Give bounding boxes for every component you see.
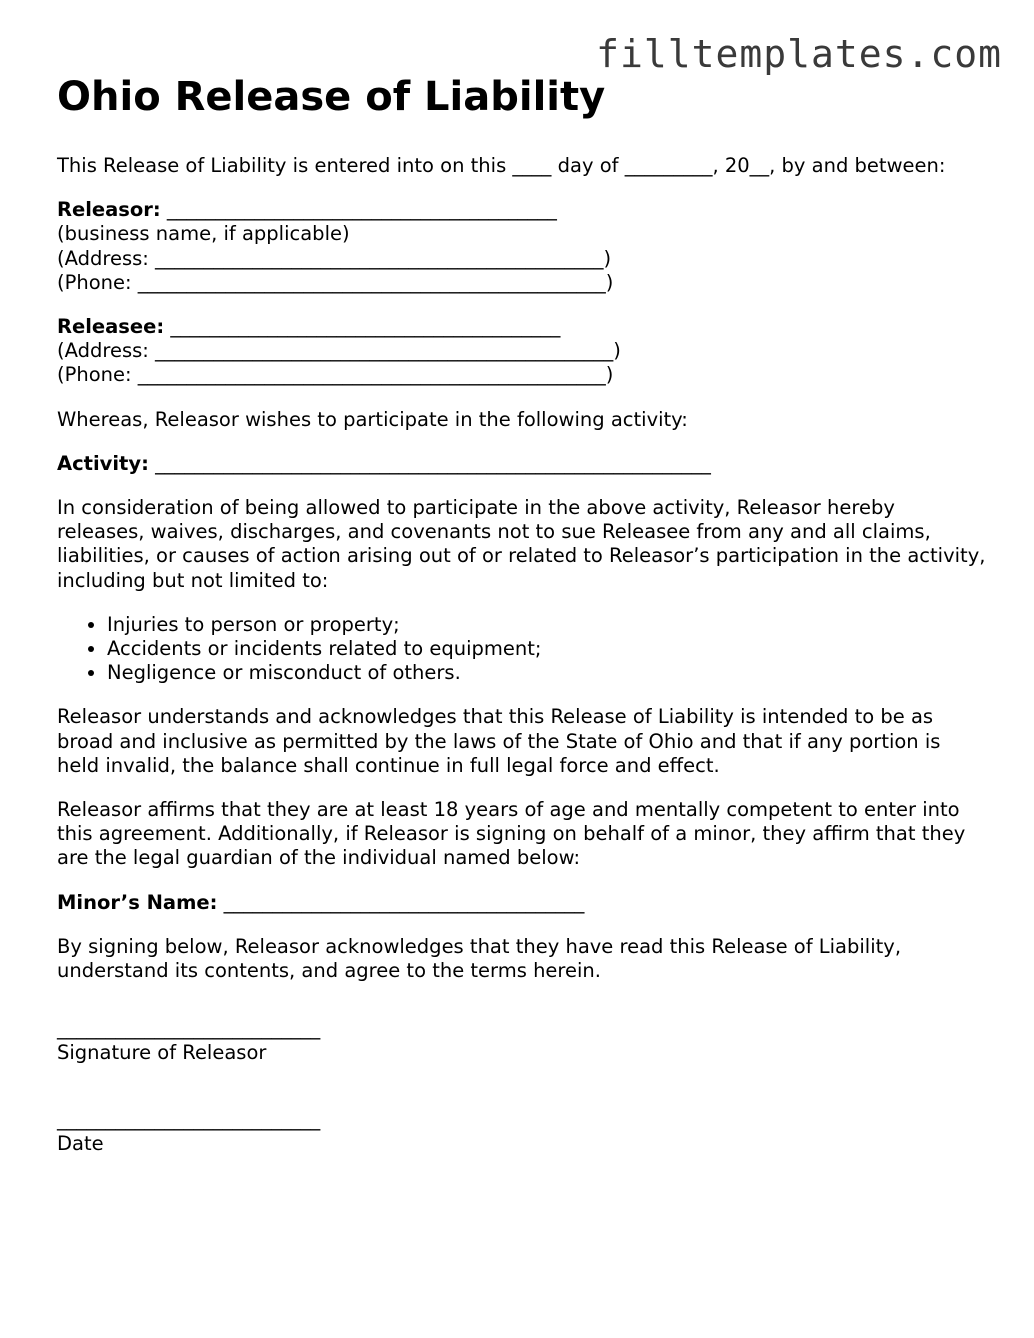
- releasor-name-blank[interactable]: ________________________________________: [160, 198, 557, 222]
- releasee-address-field[interactable]: (Address: _______________________________________________): [57, 339, 621, 363]
- claims-list: [57, 613, 987, 686]
- minor-section: [57, 891, 987, 915]
- releasor-section: [57, 198, 987, 295]
- releasor-label: Releasor:: [57, 198, 161, 222]
- signature-block: [57, 1017, 987, 1065]
- signature-line[interactable]: ___________________________: [57, 1017, 321, 1041]
- minor-name-blank[interactable]: _____________________________________: [217, 890, 585, 914]
- consideration-paragraph: In consideration of being allowed to participate in the above activity, Releasor hereby releases, waives, discharges, and covenants not to sue Releasee from any and all claims, liabilities, or causes of action arising out of or related to Releasor’s participation in the activity, including but not limited to:: [57, 496, 986, 592]
- list-item: • Negligence or misconduct of others.: [107, 661, 987, 685]
- intro-paragraph: This Release of Liability is entered into on this ____ day of _________, 20__, by and between:: [57, 154, 946, 177]
- date-label: Date: [57, 1131, 104, 1155]
- activity-label: Activity:: [57, 451, 149, 475]
- releasee-name-blank[interactable]: ________________________________________: [164, 315, 561, 339]
- list-item: • Injuries to person or property;: [107, 613, 987, 637]
- signing-paragraph: By signing below, Releasor acknowledges that they have read this Release of Liability, understand its contents, and agree to the terms herein.: [57, 934, 902, 983]
- signature-label: Signature of Releasor: [57, 1041, 267, 1065]
- watermark: filltemplates.com: [596, 32, 1002, 76]
- whereas-paragraph: Whereas, Releasor wishes to participate in the following activity:: [57, 407, 688, 431]
- document: [57, 70, 987, 1198]
- releasor-phone-field[interactable]: (Phone: ________________________________________________): [57, 270, 614, 294]
- releasee-label: Releasee:: [57, 315, 165, 339]
- minor-label: Minor’s Name:: [57, 890, 218, 914]
- date-block: [57, 1108, 987, 1156]
- releasor-business-note: (business name, if applicable): [57, 222, 350, 246]
- page-title: Ohio Release of Liability: [57, 74, 606, 120]
- affirms-paragraph: Releasor affirms that they are at least 18 years of age and mentally competent to enter into this agreement. Additionally, if Releasor is signing on behalf of a minor, they affirm that they are the legal guardian of the individual named below:: [57, 798, 966, 870]
- date-line[interactable]: ___________________________: [57, 1107, 321, 1131]
- activity-section: [57, 452, 987, 476]
- list-item: • Accidents or incidents related to equipment;: [107, 637, 987, 661]
- releasee-section: [57, 315, 987, 388]
- releasor-address-field[interactable]: (Address: ______________________________________________): [57, 246, 612, 270]
- activity-blank[interactable]: _________________________________________________________: [148, 451, 711, 475]
- understands-paragraph: Releasor understands and acknowledges that this Release of Liability is intended to be as broad and inclusive as permitted by the laws of the State of Ohio and that if any portion is held invalid, the balance shall continue in full legal force and effect.: [57, 705, 941, 777]
- releasee-phone-field[interactable]: (Phone: ________________________________________________): [57, 363, 614, 387]
